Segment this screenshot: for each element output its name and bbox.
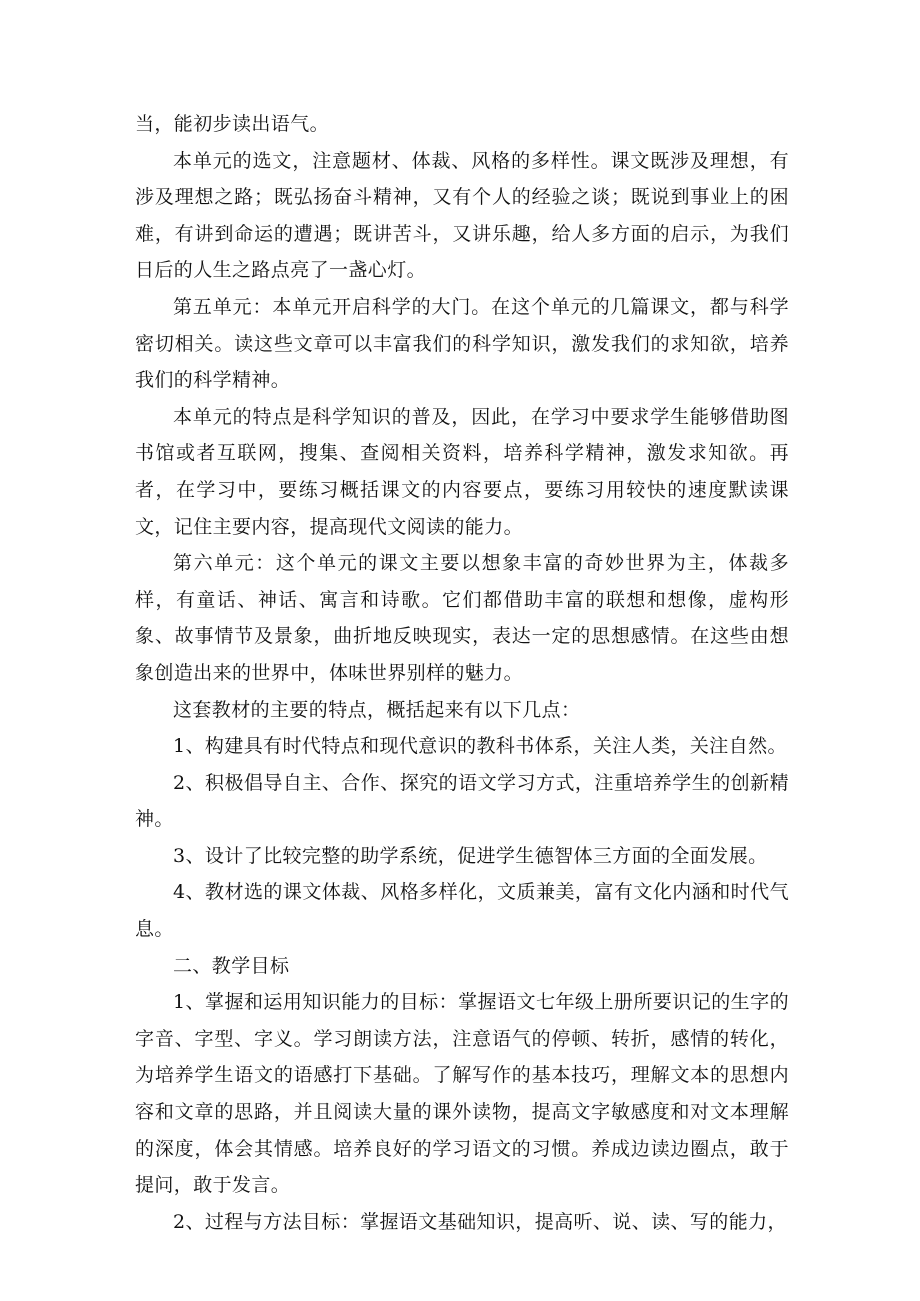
document-page <box>135 106 789 1240</box>
list-item-feature-2: 2、积极倡导自主、合作、探究的语文学习方式，注重培养学生的创新精神。 <box>135 771 789 831</box>
paragraph-unit-six: 第六单元：这个单元的课文主要以想象丰富的奇妙世界为主，体裁多样，有童话、神话、寓言和诗歌。它们都借助丰富的联想和想像，虚构形象、故事情节及景象，曲折地反映现实，表达一定的思想感情。在这些由想象创造出来的世界中，体味世界别样的魅力。 <box>135 552 789 684</box>
section-heading-teaching-goals: 二、教学目标 <box>173 954 290 977</box>
paragraph-continuation: 当，能初步读出语气。 <box>135 113 330 135</box>
list-item-goal-1: 1、掌握和运用知识能力的目标：掌握语文七年级上册所要识记的生字的字音、字型、字义。学习朗读方法，注意语气的停顿、转折，感情的转化，为培养学生语文的语感打下基础。了解写作的基本技巧，理解文本的思想内容和文章的思路，并且阅读大量的课外读物，提高文字敏感度和对文本理解的深度，体会其情感。培养良好的学习语文的习惯。养成边读边圈点，敢于提问，敢于发言。 <box>135 991 789 1197</box>
list-item-feature-1: 1、构建具有时代特点和现代意识的教科书体系，关注人类，关注自然。 <box>173 735 787 758</box>
paragraph-unit-selection: 本单元的选文，注意题材、体裁、风格的多样性。课文既涉及理想，有涉及理想之路；既弘扬奋斗精神，又有个人的经验之谈；既说到事业上的困难，有讲到命运的遭遇；既讲苦斗，又讲乐趣，给人多方面的启示，为我们日后的人生之路点亮了一盏心灯。 <box>135 149 789 282</box>
list-item-feature-3: 3、设计了比较完整的助学系统，促进学生德智体三方面的全面发展。 <box>173 844 768 867</box>
paragraph-unit-five-features: 本单元的特点是科学知识的普及，因此，在学习中要求学生能够借助图书馆或者互联网，搜集、查阅相关资料，培养科学精神，激发求知欲。再者，在学习中，要练习概括课文的内容要点，要练习用较快的速度默读课文，记住主要内容，提高现代文阅读的能力。 <box>135 405 789 538</box>
paragraph-unit-five: 第五单元：本单元开启科学的大门。在这个单元的几篇课文，都与科学密切相关。读这些文章可以丰富我们的科学知识，激发我们的求知欲，培养我们的科学精神。 <box>135 295 789 392</box>
paragraph-textbook-features-intro: 这套教材的主要的特点，概括起来有以下几点： <box>173 698 581 721</box>
list-item-goal-2: 2、过程与方法目标：掌握语文基础知识，提高听、说、读、写的能力， <box>173 1210 787 1233</box>
list-item-feature-4: 4、教材选的课文体裁、风格多样化，文质兼美，富有文化内涵和时代气息。 <box>135 881 789 941</box>
